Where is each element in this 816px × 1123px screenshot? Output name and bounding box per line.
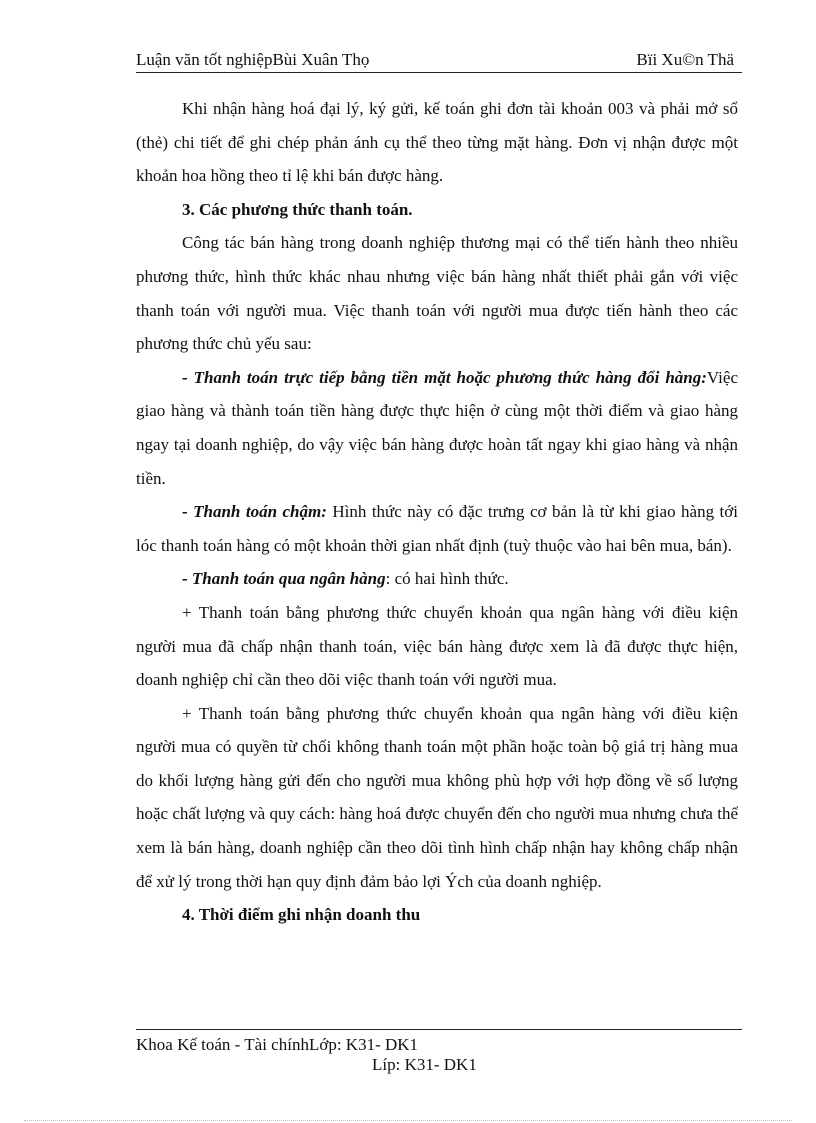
document-body: [136, 92, 738, 932]
paragraph-deferred-payment: [136, 495, 738, 562]
direct-payment-text: Việc giao hàng và thành toán tiền hàng được thực hiện ở cùng một thời điểm và giao hàng ngay tại doanh nghiệp, do vậy việc bán hàng được hoàn tất ngay khi giao hàng và nhận tiền.: [136, 367, 738, 488]
paragraph-bank-transfer-refusal: + Thanh toán bằng phương thức chuyển khoản qua ngân hàng với điều kiện người mua có quyền từ chối không thanh toán một phần hoặc toàn bộ giá trị hàng mua do khối lượng hàng gửi đến cho người mua không phù hợp với hợp đồng về số lượng hoặc chất lượng và quy cách: hàng hoá được chuyển đến cho người mua nhưng chưa thể xem là bán hàng, doanh nghiệp cần theo dõi tình hình chấp nhận hay không chấp nhận để xử lý trong thời hạn quy định đảm bảo lợi Ých của doanh nghiệp.: [136, 703, 738, 891]
direct-payment-lead: - Thanh toán trực tiếp bằng tiền mặt hoặc phương thức hàng đổi hàng:: [182, 367, 707, 387]
page-bottom-edge: [24, 1120, 792, 1121]
paragraph-consignment: Khi nhận hàng hoá đại lý, ký gửi, kế toán ghi đơn tài khoản 003 và phải mở sổ (thẻ) chi tiết để ghi chép phản ánh cụ thể theo từng mặt hàng. Đơn vị nhận được một khoản hoa hồng theo tỉ lệ khi bán được hàng.: [136, 99, 738, 186]
bank-payment-lead: - Thanh toán qua ngân hàng: [182, 569, 386, 589]
footer-rule: [136, 1029, 742, 1030]
header-rule: [136, 72, 742, 73]
paragraph-direct-payment: [136, 361, 738, 495]
header-left-text: Luận văn tốt nghiệpBùi Xuân Thọ: [136, 50, 370, 69]
section-heading-revenue-timing: 4. Thời điểm ghi nhận doanh thu: [182, 905, 421, 925]
paragraph-bank-transfer-accepted: + Thanh toán bằng phương thức chuyển khoản qua ngân hàng với điều kiện người mua đã chấp nhận thanh toán, việc bán hàng được xem là đã được thực hiện, doanh nghiệp chỉ cần theo dõi việc thanh toán với người mua.: [136, 602, 738, 690]
deferred-payment-lead: - Thanh toán chậm:: [182, 502, 327, 522]
section-heading-payment-methods: 3. Các phương thức thanh toán.: [182, 199, 413, 219]
deferred-payment-text: Hình thức này có đặc trưng cơ bản là từ khi giao hàng tới lóc thanh toán hàng có một khoản thời gian nhất định (tuỳ thuộc vào hai bên mua, bán).: [136, 502, 738, 555]
footer-class-text: Líp: K31- DK1: [372, 1055, 477, 1074]
header-right-text: Bïi Xu©n Thä: [636, 50, 734, 69]
footer-department-text: Khoa Kế toán - Tài chínhLớp: K31- DK1: [136, 1035, 419, 1054]
paragraph-bank-payment: [136, 562, 738, 596]
bank-payment-text: : có hai hình thức.: [385, 569, 509, 589]
paragraph-payment-intro: Công tác bán hàng trong doanh nghiệp thương mại có thể tiến hành theo nhiều phương thức, hình thức khác nhau nhưng việc bán hàng nhất thiết phải gắn với việc thanh toán với người mua. Việc thanh toán với người mua được tiến hành theo các phương thức chủ yếu sau:: [136, 233, 738, 354]
